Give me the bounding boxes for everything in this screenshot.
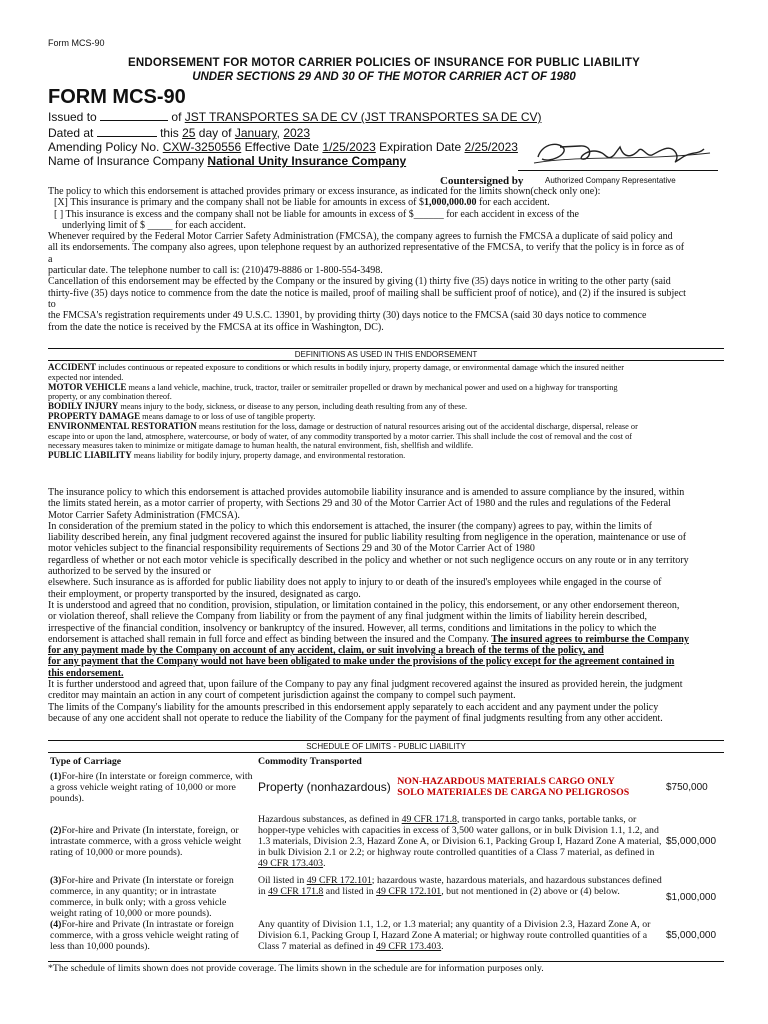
amount-2: $5,000,000 (666, 836, 717, 847)
fmcsa-line-6: thirty-five (35) days notice to commence from the date the notice is mailed, proof of mailing shall be sufficient proof of notice), and (2) if the insured is subject (48, 287, 686, 299)
cfr-link-173-403-b[interactable]: 49 CFR 173.403 (376, 941, 442, 952)
reimburse-clause-1: The insured agrees to reimburse the Company (491, 633, 689, 645)
end-line-4: because of any one accident shall not operate to reduce the liability of the Company for the payment of final judgments resulting from any other accident. (48, 712, 663, 724)
form-tag: Form MCS-90 (48, 38, 105, 48)
commodity-1-label: Property (nonhazardous) (258, 780, 391, 794)
cargo-note-es: SOLO MATERIALES DE CARGA NO PELIGROSOS (397, 786, 630, 798)
policy-number: CXW-3250556 (162, 140, 242, 154)
form-number: FORM MCS-90 (48, 86, 186, 108)
fmcsa-line-5: Cancellation of this endorsement may be effected by the Company or the insured by giving (1) thirty five (35) days notice in writing to the other party (said (48, 276, 671, 288)
main-line-2: the limits stated herein, as a motor carrier of property, with Sections 29 and 30 of the Motor Carrier Act of 1980 and the rules and regulations of the Federal (48, 498, 671, 510)
schedule-header-row (48, 756, 724, 771)
definition-environmental-restoration: ENVIRONMENTAL RESTORATION means restitution for the loss, damage or destruction of natural resources arising out of the accidental discharge, dispersal, release or (48, 420, 638, 431)
main-line-4: In consideration of the premium stated in the policy to which this endorsement is attached, the insurer (the company) agrees to pay, within the limits of (48, 520, 652, 532)
excess-option-line2: underlying limit of $ _____ for each accident. (62, 219, 246, 231)
footnote: *The schedule of limits shown does not provide coverage. The limits shown in the schedule are for information purposes only. (48, 961, 724, 974)
schedule-row-4 (48, 919, 724, 952)
reimburse-clause-2: for any payment made by the Company on account of any accident, claim, or suit involving a breach of the terms of the policy, and (48, 645, 604, 657)
definitions-header: DEFINITIONS AS USED IN THIS ENDORSEMENT (48, 348, 724, 361)
cargo-note-en: NON-HAZARDOUS MATERIALS CARGO ONLY (397, 776, 615, 787)
cargo-note (397, 777, 629, 798)
amending-policy-label: Amending Policy No. (48, 140, 160, 154)
schedule-row-1 (48, 771, 724, 814)
carriage-2: (2)For-hire and Private (In interstate, foreign, or intrastate commerce, with a gross vehicle weight rating of 10,000 or more pounds). (50, 825, 242, 858)
dated-line: Dated at this 25 day of January, 2023 (48, 126, 311, 140)
definition-motor-vehicle: MOTOR VEHICLE means a land vehicle, machine, truck, tractor, trailer or semitrailer propelled or drawn by mechanical power and used on a highway for transporting (48, 381, 618, 392)
definitions-list (48, 363, 724, 461)
carriage-3: (3)For-hire and Private (In interstate or foreign commerce, in any quantity; or in intrastate commerce, in bulk only; with a gross vehicle weight rating of 10,000 or more pounds). (50, 875, 234, 919)
schedule-row-2 (48, 814, 724, 875)
cfr-link-172-101[interactable]: 49 CFR 172.101 (306, 875, 372, 886)
issued-to-blank (100, 109, 168, 121)
amount-3: $1,000,000 (666, 891, 717, 903)
countersign-line (518, 170, 718, 171)
authorized-rep-label: Authorized Company Representative (545, 176, 676, 185)
day-of-label: day of (198, 126, 232, 140)
excess-option-line1: [ ] This insurance is excess and the company shall not be liable for amounts in excess of $______ for each accident in excess of the (54, 208, 579, 220)
col-type-of-carriage: Type of Carriage (50, 756, 122, 767)
schedule-table (48, 756, 724, 952)
fmcsa-line-9: from the date the notice is received by the FMCSA at its office in Washington, DC). (48, 321, 384, 333)
expiration-date: 2/25/2023 (464, 140, 518, 154)
insurer-line (48, 154, 406, 168)
main-line-7: regardless of whether or not each motor vehicle is specifically described in the policy and whether or not such negligence occurs on any route or in any territory (48, 554, 689, 566)
coverage-intro: The policy to which this endorsement is attached provides primary or excess insurance, as indicated for the limits shown(check only one): (48, 186, 601, 197)
cfr-link-173-403[interactable]: 49 CFR 173.403 (258, 858, 324, 869)
policy-line (48, 140, 518, 154)
dated-at-blank (97, 125, 157, 137)
main-terms-section (48, 487, 724, 724)
reimburse-clause-4: this endorsement. (48, 667, 124, 679)
issued-to-label: Issued to (48, 110, 97, 124)
expiration-date-label: Expiration Date (379, 140, 462, 154)
issued-to-line (48, 109, 542, 124)
main-line-12: or violation thereof, shall relieve the Company from liability or from the payment of any final judgment within the limits of liability herein described, (48, 611, 648, 623)
insurer-name: National Unity Insurance Company (207, 154, 407, 168)
primary-option: [X] This insurance is primary and the company shall not be liable for amounts in excess of $1,000,000.00 for each accident. (54, 197, 550, 209)
definition-environmental-restoration-cont: escape into or upon the land, atmosphere, watercourse, or body of water, of any commodity transported by a motor carrier. This shall include the cost of removal and the cost of (48, 431, 633, 441)
end-line-3: The limits of the Company's liability for the amounts prescribed in this endorsement apply separately to each accident and any payment under the policy (48, 701, 659, 713)
effective-date: 1/25/2023 (322, 140, 376, 154)
schedule-row-3 (48, 875, 724, 919)
dated-at-label: Dated at (48, 126, 94, 140)
fmcsa-line-2: all its endorsements. The company also agrees, upon telephone request by an authorized representative of the FMCSA, to verify that the policy is in force as of (48, 242, 685, 254)
definition-accident-cont: expected nor intended. (48, 372, 124, 382)
insurer-label: Name of Insurance Company (48, 154, 205, 168)
cfr-link-172-101-b[interactable]: 49 CFR 172.101 (376, 886, 442, 897)
main-line-14: endorsement is attached shall remain in full force and effect as binding between the insured and the Company. The insured agrees to reimburse the Company (48, 633, 689, 645)
col-commodity: Commodity Transported (258, 756, 362, 767)
definition-property-damage: PROPERTY DAMAGE means damage to or loss of use of tangible property. (48, 410, 316, 421)
main-line-13: irrespective of the financial condition, insolvency or bankruptcy of the insured. However, all terms, conditions and limitations in the policy to which the (48, 622, 657, 634)
main-line-3: Motor Carrier Safety Administration (FMCSA). (48, 509, 240, 521)
main-line-11: It is understood and agreed that no condition, provision, stipulation, or limitation contained in the policy, this endorsement, or any other endorsement thereon, (48, 599, 680, 611)
of-label: of (171, 110, 182, 124)
fmcsa-line-1: Whenever required by the Federal Motor Carrier Safety Administration (FMCSA), the company agrees to furnish the FMCSA a duplicate of said policy and (48, 231, 673, 243)
reimburse-clause-3: for any payment that the Company would not have been obligated to make under the provisions of the policy except for the agreement contained in (48, 656, 675, 668)
primary-amount: 1,000,000.00 (424, 197, 477, 209)
main-line-6: motor vehicles subject to the financial responsibility requirements of Sections 29 and 30 of the Motor Carrier Act of 1980 (48, 543, 535, 555)
carriage-1: (1)For-hire (In interstate or foreign commerce, with a gross vehicle weight rating of 10,000 or more pounds). (50, 771, 253, 804)
day-value: 25 (182, 126, 196, 140)
amount-4: $5,000,000 (666, 930, 717, 941)
commodity-1 (256, 771, 664, 814)
signature-image (520, 135, 720, 173)
commodity-4: Any quantity of Division 1.1, 1.2, or 1.3 material; any quantity of a Division 2.3, Hazard Zone A, or Division 6.1, Packing Group I, Hazard Zone A material; or highway route controlled quantities of a Class 7 material as defined in 49 CFR 173.403. (258, 919, 651, 952)
main-line-1: The insurance policy to which this endorsement is attached provides automobile liability insurance and is amended to assure compliance by the insured, within (48, 487, 685, 498)
schedule-table-wrap (48, 756, 724, 952)
schedule-header: SCHEDULE OF LIMITS - PUBLIC LIABILITY (48, 740, 724, 753)
carriage-4: (4)For-hire and Private (In intrastate or foreign commerce, with a gross vehicle weight rating of less than 10,000 pounds). (50, 919, 239, 952)
end-line-2: creditor may maintain an action in any court of competent jurisdiction against the company to compel such payment. (48, 690, 516, 702)
month-value: January (234, 126, 277, 140)
main-line-8: authorized to be served by the insured or (48, 566, 212, 578)
cfr-link-171-8-b[interactable]: 49 CFR 171.8 (268, 886, 324, 897)
definition-accident: ACCIDENT includes continuous or repeated exposure to conditions or which results in bodily injury, property damage, or environmental damage which the insured neither (48, 362, 625, 372)
effective-date-label: Effective Date (244, 140, 320, 154)
title-line-2: UNDER SECTIONS 29 AND 30 OF THE MOTOR CARRIER ACT OF 1980 (192, 71, 576, 83)
fmcsa-line-3: a (48, 253, 53, 265)
coverage-section (48, 186, 724, 333)
insured-name: JST TRANSPORTES SA DE CV (JST TRANSPORTES SA DE CV) (184, 110, 542, 124)
definition-bodily-injury: BODILY INJURY means injury to the body, sickness, or disease to any person, including death resulting from any of these. (48, 401, 468, 412)
definition-environmental-restoration-cont2: necessary measures taken to minimize or mitigate damage to human health, the natural environment, fish, shellfish and wildlife. (48, 441, 474, 451)
title-line-1: ENDORSEMENT FOR MOTOR CARRIER POLICIES OF INSURANCE FOR PUBLIC LIABILITY (128, 57, 640, 69)
fmcsa-line-8: the FMCSA's registration requirements under 49 U.S.C. 13901, by providing thirty (30) days notice to the FMCSA (said 30 days notice to commence (48, 310, 647, 322)
main-line-10: their employment, or property transported by the insured, designated as cargo. (48, 588, 361, 600)
fmcsa-line-7: to (48, 298, 56, 310)
year-value: 2023 (283, 126, 311, 140)
main-line-5: liability described herein, any final judgment recovered against the insured for public liability resulting from negligence in the operation, maintenance or use of (48, 532, 687, 544)
definition-public-liability: PUBLIC LIABILITY means liability for bodily injury, property damage, and environmental restoration. (48, 450, 406, 461)
definition-motor-vehicle-cont: property, or any combination thereof. (48, 392, 172, 402)
main-line-9: elsewhere. Such insurance as is afforded for public liability does not apply to injury to or death of the insured's employees while engaged in the course of (48, 577, 662, 589)
this-label: this (160, 126, 179, 140)
end-line-1: It is further understood and agreed that, upon failure of the Company to pay any final judgment recovered against the insured as provided herein, the judgment (48, 679, 683, 691)
commodity-3: Oil listed in 49 CFR 172.101; hazardous waste, hazardous materials, and hazardous substances defined in 49 CFR 171.8 and listed in 49 CFR 172.101, but not mentioned in (2) above or (4) below. (258, 875, 662, 897)
commodity-2: Hazardous substances, as defined in 49 CFR 171.8, transported in cargo tanks, portable tanks, or hopper-type vehicles with capacities in excess of 3,500 water gallons, or in bulk Division 1.1, 1.2, and 1.3 materials, Division 2.3, Hazard Zone A, or Division 6.1, Packing Group I, Hazard Zone A material, in bulk Division 2.1 or 2.2; or highway route controlled quantities of a Class 7 material, as defined in 49 CFR 173.403. (258, 814, 662, 869)
fmcsa-line-4: particular date. The telephone number to call is: (210)479-8886 or 1-800-554-3498. (48, 265, 383, 277)
amount-1: $750,000 (666, 782, 708, 793)
cfr-link-171-8[interactable]: 49 CFR 171.8 (401, 814, 457, 825)
countersigned-label: Countersigned by (440, 175, 524, 187)
